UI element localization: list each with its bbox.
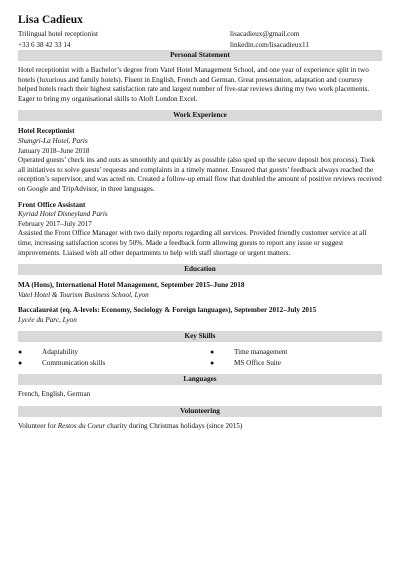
skill-item: Adaptability <box>42 348 78 357</box>
candidate-name: Lisa Cadieux <box>18 14 83 26</box>
statement-text: Hotel receptionist with a Bachelor’s degree from Vatel Hotel Management School, and one year of experience split in two hotels (luxurious and family hotels). Fluent in English, French and German. Great presentation, adaptation and courtesy helped hotels reach their highest satisfaction rate and largest number of five-star reviews during my two work placements. Eager to bring my organisational skills to Aloft London Excel. <box>18 66 370 103</box>
education-degree: Baccalauréat (eq. A-levels: Economy, Sociology & Foreign languages), September 2012–July 2015 <box>18 306 317 315</box>
job-employer: Kyriad Hotel Disneyland Paris <box>18 210 108 219</box>
volunteering-text <box>18 422 382 432</box>
skill-item: Communication skills <box>42 358 106 367</box>
bullet-icon: ● <box>210 358 215 367</box>
skills-list <box>18 347 382 368</box>
candidate-tagline: Trilingual hotel receptionist <box>18 30 98 38</box>
resume-header <box>18 14 382 50</box>
section-heading: Languages <box>18 374 382 385</box>
education-entry <box>18 281 382 300</box>
job-title: Hotel Receptionist <box>18 127 75 136</box>
section-education <box>18 264 382 325</box>
section-personal-statement <box>18 50 382 104</box>
section-key-skills <box>18 331 382 368</box>
section-heading: Volunteering <box>18 406 382 417</box>
volunteering-suffix: charity during Christmas holidays (since 2015) <box>105 422 243 431</box>
education-school: Lycée du Parc, Lyon <box>18 315 77 324</box>
volunteering-org: Restos du Coeur <box>57 422 106 431</box>
job-employer: Shangri-La Hotel, Paris <box>18 136 88 145</box>
bullet-icon: ● <box>18 358 23 367</box>
job-dates: February 2017–July 2017 <box>18 219 92 228</box>
languages-text: French, English, German <box>18 390 91 399</box>
job-dates: January 2018–June 2018 <box>18 146 90 155</box>
candidate-linkedin[interactable]: linkedin.com/lisacadieux11 <box>230 40 309 49</box>
section-languages <box>18 374 382 400</box>
education-entry <box>18 306 382 325</box>
header-left <box>18 29 98 50</box>
education-school: Vatel Hotel & Tourism Business School, Lyon <box>18 290 149 299</box>
job-entry <box>18 201 382 259</box>
section-heading: Personal Statement <box>18 50 382 61</box>
job-description: Operated guests’ check ins and outs as smoothly and quickly as possible (also sped up the secure deposit box process). Took all initiatives to solve guests’ requests and complaints in a timely manner. Ensured that guests’ feedback always reached the reception’s supervisor, and was acted on. Created a follow-up email flow that doubled the amount of positive reviews received on Google and TripAdvisor, in three languages. <box>18 156 382 193</box>
candidate-phone: +33 6 38 42 33 14 <box>18 40 71 49</box>
bullet-icon: ● <box>210 348 215 357</box>
section-work-experience <box>18 110 382 258</box>
education-degree: MA (Hons), International Hotel Management, September 2015–June 2018 <box>18 281 245 290</box>
skill-item: MS Office Suite <box>234 358 281 367</box>
section-heading: Education <box>18 264 382 275</box>
header-right <box>230 29 309 50</box>
section-volunteering <box>18 406 382 432</box>
section-heading: Work Experience <box>18 110 382 121</box>
bullet-icon: ● <box>18 348 23 357</box>
job-title: Front Office Assistant <box>18 200 86 209</box>
candidate-email[interactable]: lisacadieux@gmail.com <box>230 30 300 38</box>
job-entry <box>18 127 382 194</box>
job-description: Assisted the Front Office Manager with two daily reports regarding all services. Provided friendly customer service at all time, increasing satisfaction scores by 50%. Made a feedback form allowing guests to report any issue or suggest improvements. Liaised with all other departments to help with staff shortage or urgent matters. <box>18 229 367 257</box>
skill-item: Time management <box>234 348 288 357</box>
section-heading: Key Skills <box>18 331 382 342</box>
volunteering-prefix: Volunteer for <box>18 422 58 431</box>
